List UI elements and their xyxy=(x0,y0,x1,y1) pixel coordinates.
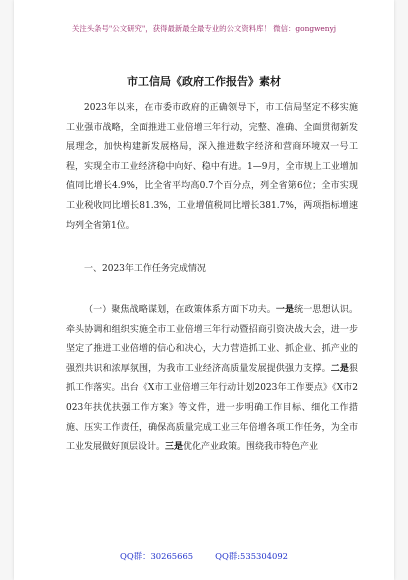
subsection-heading: （一）聚焦战略谋划，在政策体系方面下功夫。 xyxy=(84,305,276,315)
section-paragraph xyxy=(66,301,358,458)
lead-marker-3: 三是 xyxy=(165,442,184,453)
intro-text: 2023年以来，在市委市政府的正确领导下，市工信局坚定不移实施工业强市战略，全面推进工业倍增三年行动，完整、准确、全面贯彻新发展理念，加快构建新发展格局，深入推进数字经济和营商环境双一号工程，实现全市工业经济稳中向好、稳中有进。1—9月，全市规上工业增加值同比增长4.9%，比全省平均高0.7个百分点，列全省第6位；全市实现工业税收同比增长81.3%，工业增值税同比增长381.7%，两项指标增速均列全省第1位。 xyxy=(66,103,358,231)
qq-group-1: QQ群：30265665 xyxy=(120,551,194,561)
footer-contact xyxy=(14,550,394,562)
qq-group-2: QQ群:535304092 xyxy=(215,551,288,561)
header-banner: 关注头条号"公文研究"，获得最新最全最专业的公文资料库！ 微信：gongwenyj xyxy=(71,24,337,33)
document-page xyxy=(14,0,394,580)
point-1-text: 统一思想认识。牵头协调和组织实施全市工业倍增三年行动暨招商引资决战大会，进一步坚定了推进工业倍增的信心和决心，大力营造抓工业、抓企业、抓产业的强烈共识和浓厚氛围，为我市工业经济高质量发展提供强力支撑。 xyxy=(66,305,358,374)
point-2-text: 狠抓工作落实。出台《X市工业倍增三年行动计划2023年工作要点》《X市2023年扶优扶强工作方案》等文件，进一步明确工作目标、细化工作措施、压实工作责任，确保高质量完成工业三年倍增各项工作任务，为全市工业发展做好顶层设计。 xyxy=(66,363,358,453)
section-paragraph-text xyxy=(66,301,358,458)
document-title: 市工信局《政府工作报告》素材 xyxy=(127,75,281,88)
lead-marker-1: 一是 xyxy=(275,305,295,315)
section-heading: 一、2023年工作任务完成情况 xyxy=(84,264,206,274)
point-3-text: 优化产业政策。围绕我市特色产业 xyxy=(183,442,319,453)
intro-paragraph xyxy=(66,99,358,236)
lead-marker-2: 二是 xyxy=(330,363,349,374)
